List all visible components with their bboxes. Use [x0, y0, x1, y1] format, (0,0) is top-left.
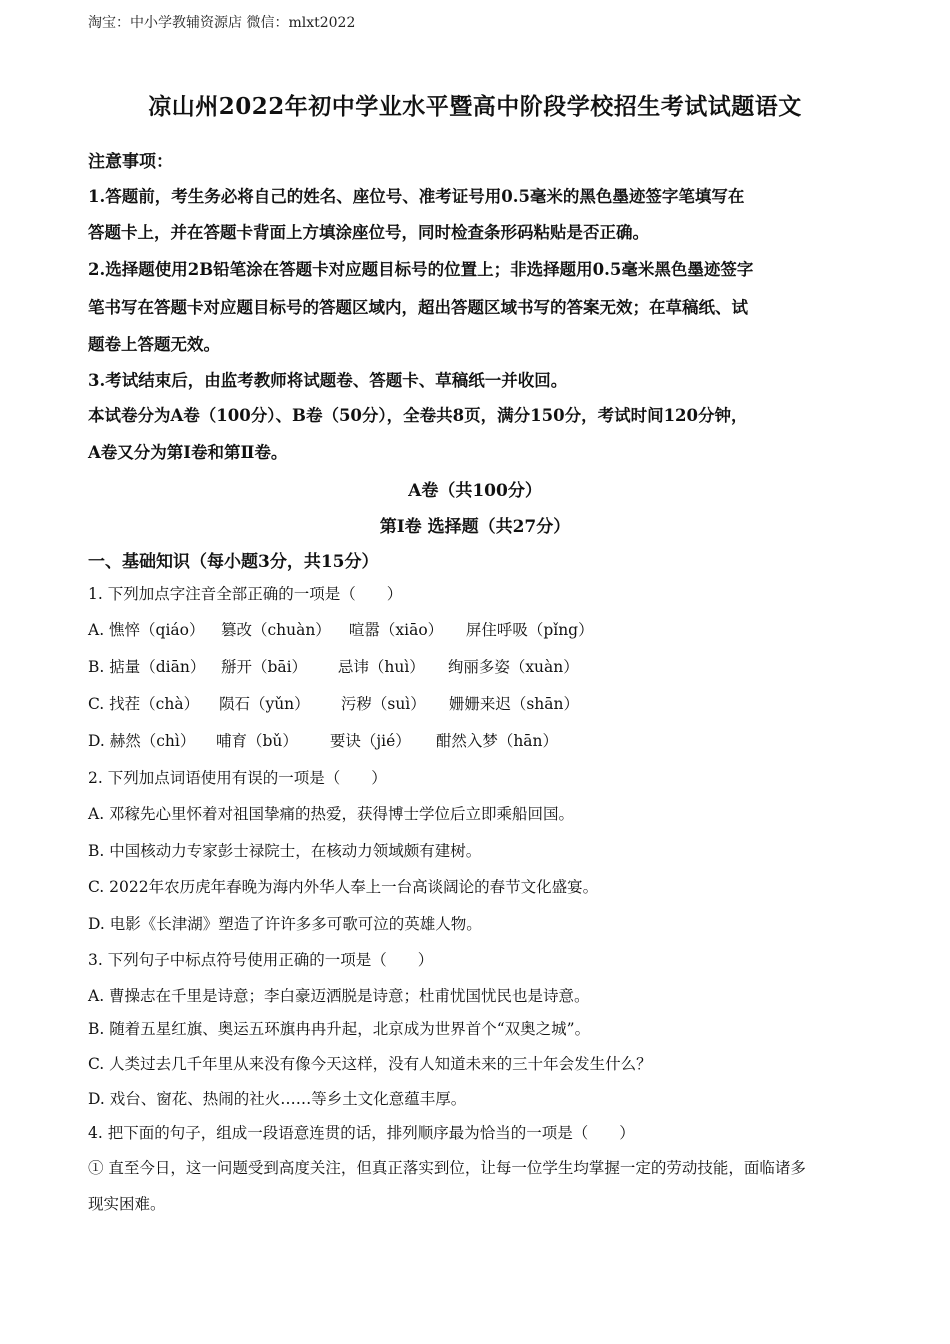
q1-a-item: 篡改（chuàn）	[220, 621, 331, 639]
page-title: 凉山州2022年初中学业水平暨高中阶段学校招生考试试题语文	[148, 93, 802, 120]
section-a-heading: A卷（共100分）	[408, 481, 542, 501]
q4-item-1-cont: 现实困难。	[88, 1195, 166, 1213]
q2-option-d: D. 电影《长津湖》塑造了许许多多可歌可泣的英雄人物。	[88, 915, 482, 933]
q3-stem: 3. 下列句子中标点符号使用正确的一项是（ ）	[88, 951, 434, 969]
q1-d-item: 要诀（jié）	[329, 732, 411, 750]
notice-line: 2.选择题使用2B铅笔涂在答题卡对应题目标号的位置上；非选择题用0.5毫米黑色墨迹签字	[88, 260, 754, 279]
q1-option-d	[88, 729, 558, 751]
q1-d-item: D. 赫然（chì）	[88, 732, 196, 750]
q2-option-b: B. 中国核动力专家彭士禄院士，在核动力领域颇有建树。	[88, 842, 482, 860]
q3-option-d: D. 戏台、窗花、热闹的社火……等乡土文化意蕴丰厚。	[88, 1090, 467, 1108]
q3-option-c: C. 人类过去几千年里从来没有像今天这样，没有人知道未来的三十年会发生什么？	[88, 1055, 652, 1073]
q1-c-item: 陨石（yǔn）	[218, 695, 310, 713]
q1-option-a	[88, 618, 594, 640]
q1-option-b	[88, 655, 579, 677]
notice-line: 答题卡上，并在答题卡背面上方填涂座位号，同时检查条形码粘贴是否正确。	[88, 223, 649, 242]
notice-line: 本试卷分为A卷（100分）、B卷（50分），全卷共8页，满分150分，考试时间120分钟，	[88, 406, 748, 425]
section-1-heading: 一、基础知识（每小题3分，共15分）	[88, 552, 379, 572]
notice-heading: 注意事项：	[88, 152, 173, 172]
q1-a-item: A. 憔悴（qiáo）	[88, 621, 205, 639]
q3-option-b: B. 随着五星红旗、奥运五环旗冉冉升起，北京成为世界首个“双奥之城”。	[88, 1020, 591, 1038]
notice-line: 题卷上答题无效。	[88, 335, 220, 354]
q1-b-item: 忌讳（huì）	[337, 658, 425, 676]
q1-a-item: 喧嚣（xiāo）	[348, 621, 444, 639]
q1-stem: 1. 下列加点字注音全部正确的一项是（ ）	[88, 585, 403, 603]
q2-option-c: C. 2022年农历虎年春晚为海内外华人奉上一台高谈阔论的春节文化盛宴。	[88, 878, 599, 896]
q1-c-item: C. 找茬（chà）	[88, 695, 200, 713]
q1-d-item: 酣然入梦（hān）	[435, 732, 559, 750]
q1-b-item: 绚丽多姿（xuàn）	[447, 658, 579, 676]
part-1-heading: 第Ⅰ卷 选择题（共27分）	[379, 517, 571, 537]
q1-c-item: 姗姗来迟（shān）	[448, 695, 579, 713]
page-header: 淘宝：中小学教辅资源店 微信：mlxt2022	[88, 15, 356, 31]
q2-stem: 2. 下列加点词语使用有误的一项是（ ）	[88, 769, 387, 787]
q4-stem: 4. 把下面的句子，组成一段语意连贯的话，排列顺序最为恰当的一项是（ ）	[88, 1124, 635, 1142]
q4-item-1: ① 直至今日，这一问题受到高度关注，但真正落实到位，让每一位学生均掌握一定的劳动技能，面临诸多	[88, 1159, 806, 1177]
q1-option-c	[88, 692, 579, 714]
notice-line: 3.考试结束后，由监考教师将试题卷、答题卡、草稿纸一并收回。	[88, 371, 568, 390]
notice-line: A卷又分为第Ⅰ卷和第Ⅱ卷。	[88, 443, 288, 462]
q1-a-item: 屏住呼吸（pǐng）	[465, 621, 594, 639]
q1-b-item: 掰开（bāi）	[220, 658, 308, 676]
q1-b-item: B. 掂量（diān）	[88, 658, 206, 676]
q3-option-a: A. 曹操志在千里是诗意；李白豪迈洒脱是诗意；杜甫忧国忧民也是诗意。	[88, 987, 590, 1005]
notice-line: 笔书写在答题卡对应题目标号的答题区域内，超出答题区域书写的答案无效；在草稿纸、试	[88, 298, 748, 317]
q1-c-item: 污秽（suì）	[340, 695, 426, 713]
q2-option-a: A. 邓稼先心里怀着对祖国挚痛的热爱，获得博士学位后立即乘船回国。	[88, 805, 575, 823]
q1-d-item: 哺育（bǔ）	[215, 732, 298, 750]
notice-line: 1.答题前，考生务必将自己的姓名、座位号、准考证号用0.5毫米的黑色墨迹签字笔填写在	[88, 187, 745, 206]
